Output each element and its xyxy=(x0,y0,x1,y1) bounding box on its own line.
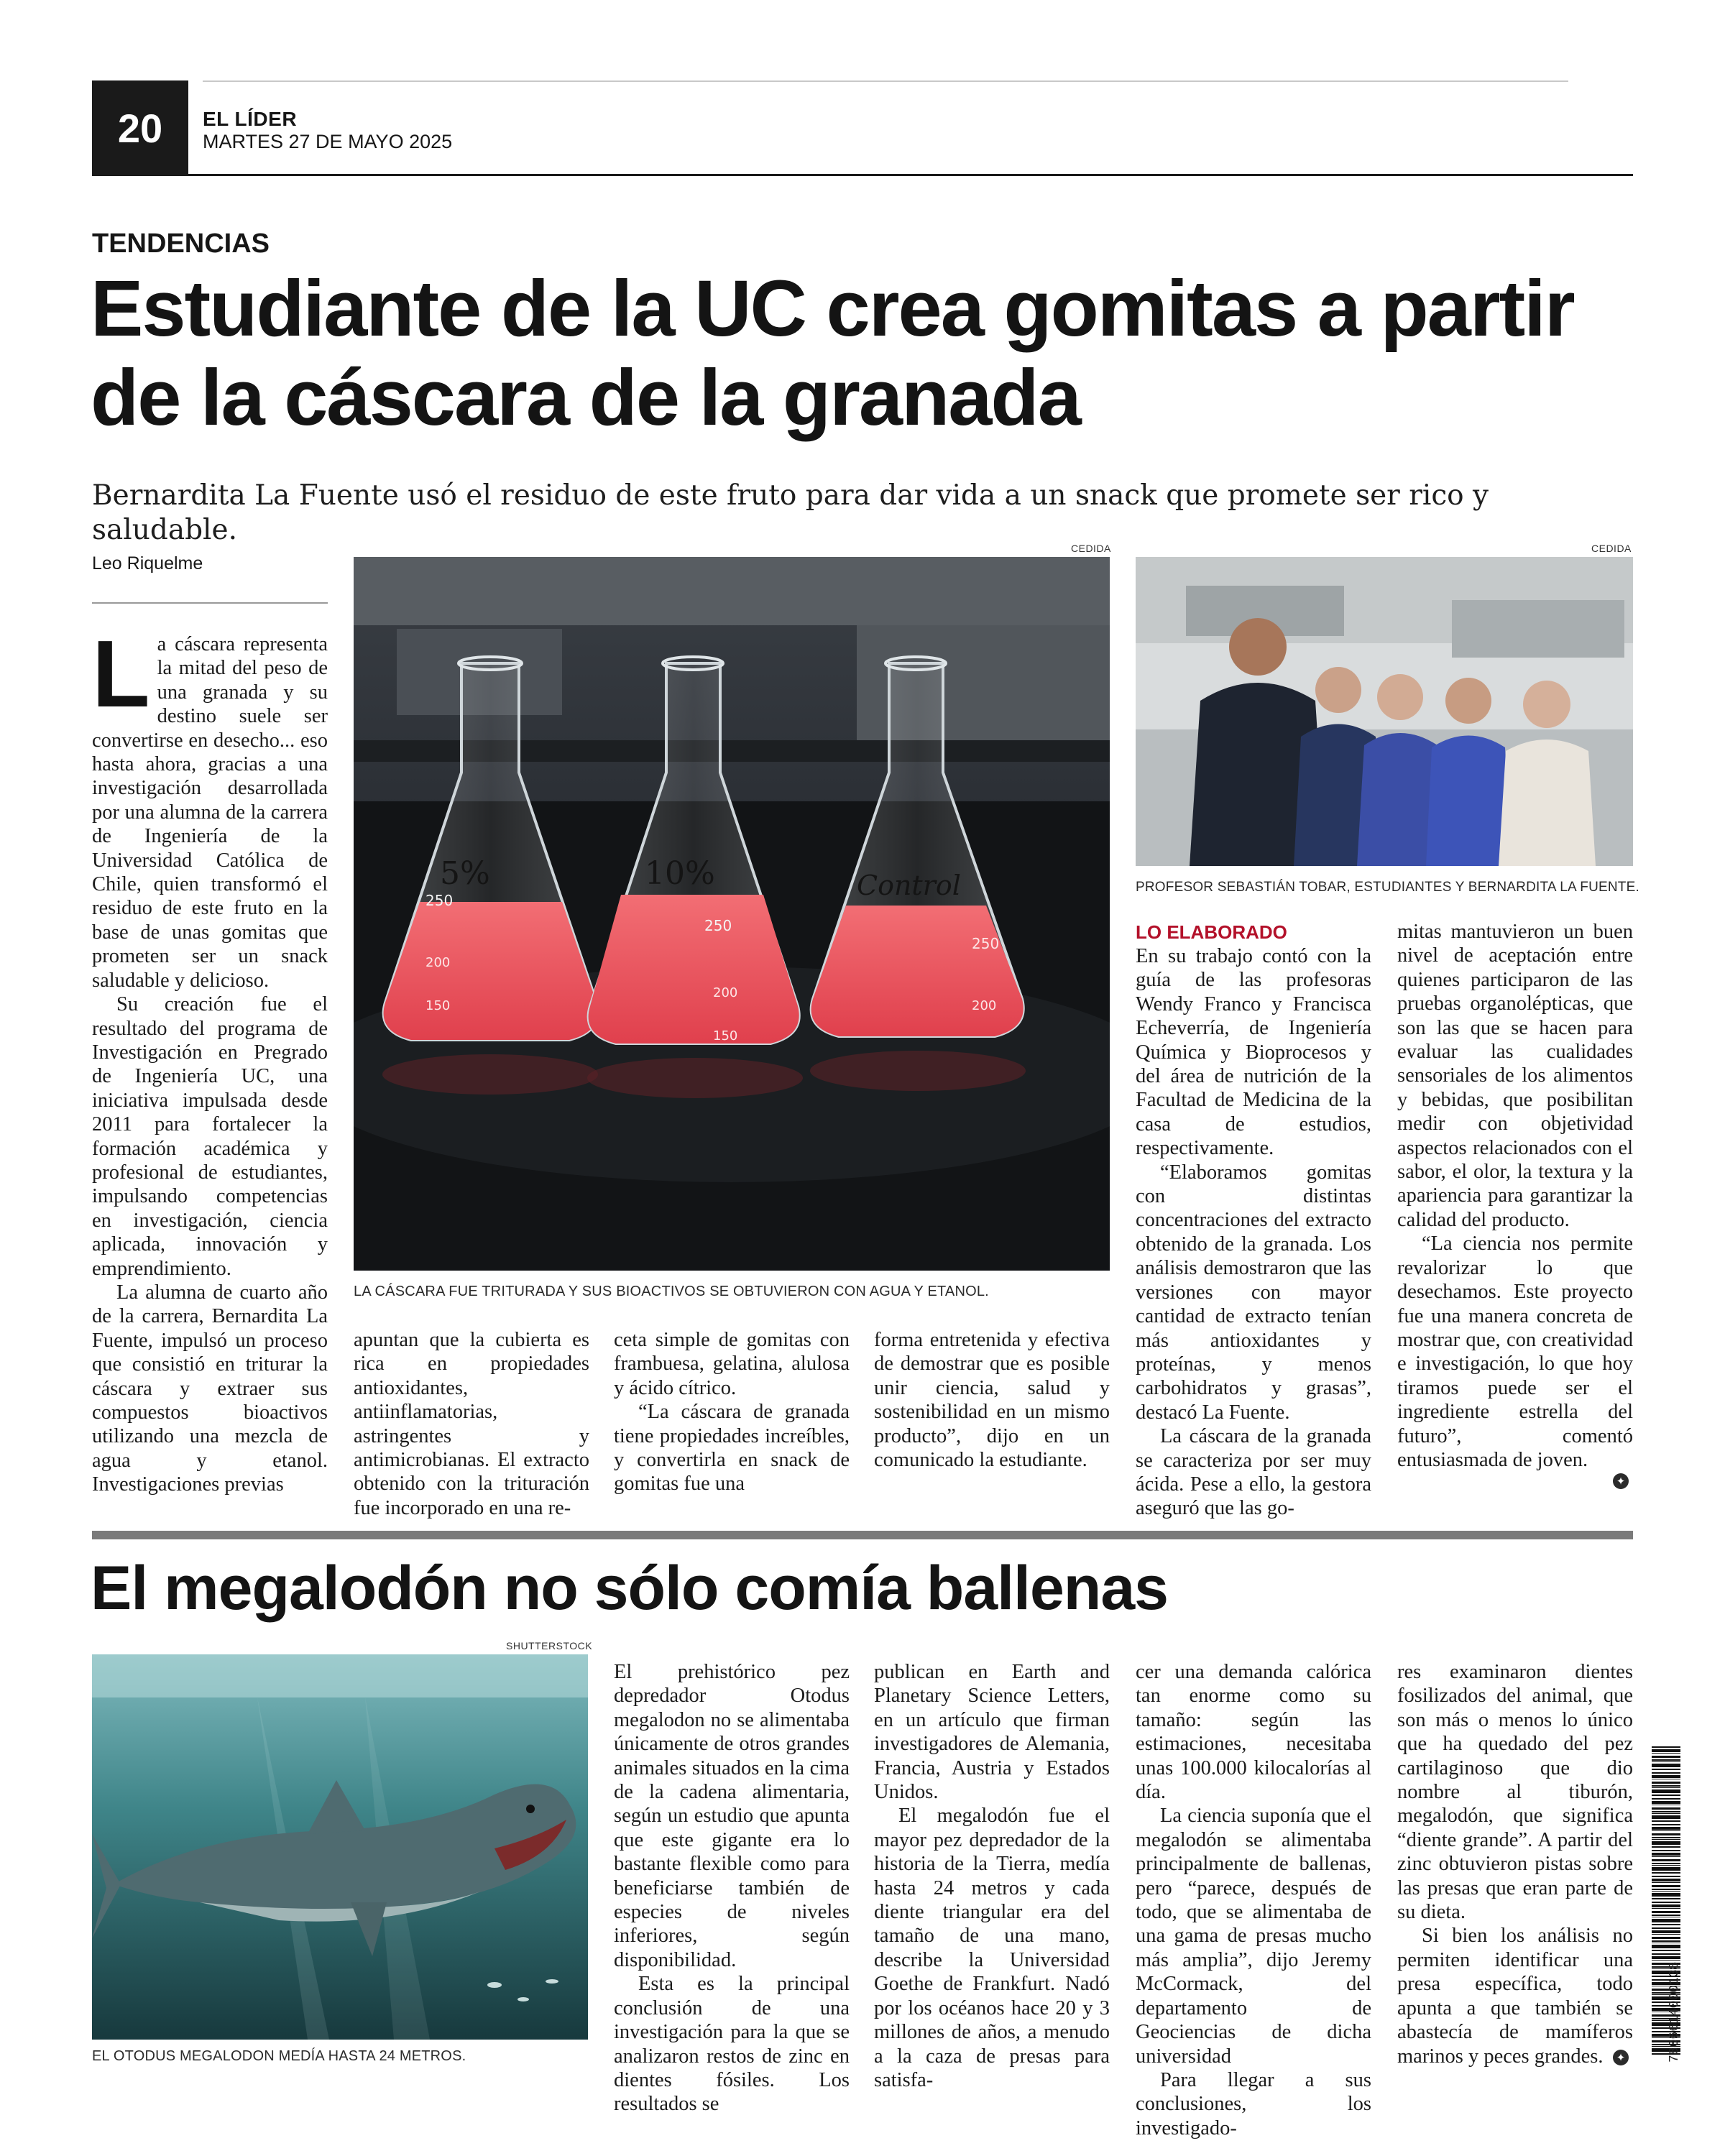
barcode-bar xyxy=(1652,1879,1680,1881)
barcode-bar xyxy=(1652,1867,1680,1871)
story2-col3 xyxy=(1136,1660,1371,2140)
barcode-bar xyxy=(1652,1753,1680,1754)
svg-text:150: 150 xyxy=(426,998,451,1013)
story2-headline: El megalodón no sólo comía ballenas xyxy=(91,1554,1168,1623)
barcode-bar xyxy=(1652,1761,1680,1762)
barcode-bar xyxy=(1652,1775,1680,1778)
photo2-credit: CEDIDA xyxy=(1591,543,1632,554)
barcode-bar xyxy=(1652,1772,1680,1774)
svg-text:250: 250 xyxy=(972,935,1000,952)
story2-col3-p2: La ciencia suponía que el megalodón se alimentaba principalmente de ballenas, pero “parece, después de todo, que se alimentaba de una gama de presas mucho más amplia”, dijo Jeremy McCormack, del departamento de Geociencias de dicha universidad xyxy=(1136,1805,1371,2068)
story1-col6 xyxy=(1397,920,1633,1472)
story1-col3 xyxy=(614,1328,850,1496)
svg-text:200: 200 xyxy=(426,955,451,970)
barcode-bar xyxy=(1652,1904,1680,1907)
story1-col1 xyxy=(92,621,328,1497)
barcode-bar xyxy=(1652,1856,1680,1857)
story2-col4 xyxy=(1397,1660,1633,2068)
barcode-bar xyxy=(1652,1915,1680,1916)
barcode-bar xyxy=(1652,1846,1680,1848)
story2-col3-p1: cer una demanda calórica tan enorme como su tamaño: según las estimaciones, necesitaba unas 100.000 kilocalorías al día. xyxy=(1136,1661,1371,1804)
story2-col2-p2: El megalodón fue el mayor pez depredador de la historia de la Tierra, medía hasta 24 metros y cada diente triangular era del tamaño de una mano, describe la Universidad Goethe de Frankfurt. Nadó por los océanos hace 20 y 3 millones de años, a menudo a la caza de presas para satisfa- xyxy=(874,1805,1110,2091)
svg-text:200: 200 xyxy=(713,985,738,1000)
barcode-bar xyxy=(1652,1824,1680,1825)
barcode-bar xyxy=(1652,1919,1680,1922)
section-kicker: TENDENCIAS xyxy=(92,229,270,259)
barcode-bar xyxy=(1652,1746,1680,1748)
barcode-bar xyxy=(1652,1945,1680,1948)
flasks-photo xyxy=(354,557,1110,1271)
story1-col5-p2: “Elaboramos gomitas con distintas concentraciones del extracto obtenido de la granada. Los análisis demostraron que las versiones con mayor cantidad de extracto tenían más antioxidantes y proteínas, y menos carbohidratos y grasas”, destacó La Fuente. xyxy=(1136,1161,1371,1424)
svg-text:150: 150 xyxy=(713,1028,738,1044)
megalodon-illustration xyxy=(92,1654,588,2040)
story2-col1-p2: Esta es la principal conclusión de una investigación para la que se analizaron restos de zinc en dientes fósiles. Los resultados se xyxy=(614,1973,850,2116)
barcode-bar xyxy=(1652,1940,1680,1942)
story1-col5-p1: En su trabajo contó con la guía de las profesoras Wendy Franco y Francisca Echeverría, de Ingeniería Química y Bioprocesos y del área de nutrición de la Facultad de Medicina de la casa de estudios, respectivamente. xyxy=(1136,945,1371,1160)
barcode-bar xyxy=(1652,1930,1680,1933)
story2-col2 xyxy=(874,1660,1110,2092)
page-number: 20 xyxy=(92,80,188,175)
svg-text:250: 250 xyxy=(426,892,454,909)
barcode-bar xyxy=(1652,1872,1680,1874)
story2-col2-p1: publican en Earth and Planetary Science Letters, en un artículo que firman investigadores de Alemania, Francia, Austria y Estados Unidos. xyxy=(874,1661,1110,1804)
barcode-bar xyxy=(1652,1813,1680,1814)
dropcap: L xyxy=(92,621,150,727)
barcode-bar xyxy=(1652,1902,1680,1903)
barcode-bar xyxy=(1652,1885,1680,1887)
barcode-bar xyxy=(1652,1960,1680,1961)
barcode-bar xyxy=(1652,1782,1680,1784)
photo3-caption: EL OTODUS MEGALODON MEDÍA HASTA 24 METROS. xyxy=(92,2048,466,2064)
barcode-bar xyxy=(1652,1749,1680,1752)
story1-col5 xyxy=(1136,920,1371,1521)
barcode-bar xyxy=(1652,1956,1680,1959)
byline: Leo Riquelme xyxy=(92,553,203,573)
barcode-bar xyxy=(1652,1953,1680,1955)
barcode-bar xyxy=(1652,1827,1680,1830)
barcode-bar xyxy=(1652,1863,1680,1864)
barcode-bar xyxy=(1652,1908,1680,1909)
story2-end-mark-icon: ✦ xyxy=(1613,2050,1629,2065)
story1-col4 xyxy=(874,1328,1110,1472)
group-illustration xyxy=(1136,557,1633,866)
flask-label-5: 5% xyxy=(440,855,490,892)
megalodon-photo xyxy=(92,1654,588,2040)
story2-col4-p2: Si bien los análisis no permiten identificar una presa específica, todo apunta a que también se abastecía de mamíferos marinos y peces grandes. xyxy=(1397,1925,1633,2068)
barcode-bar xyxy=(1652,1865,1680,1866)
barcode-bar xyxy=(1652,1891,1680,1892)
barcode-bar xyxy=(1652,1801,1680,1804)
story2-col1-p1: El prehistórico pez depredador Otodus megalodon no se alimentaba únicamente de otros grandes animales situados en la cima de la cadena alimentaria, según un estudio que apunta que este gigante era lo bastante flexible como para beneficiarse también de especies de niveles inferiores, según disponibilidad. xyxy=(614,1661,850,1971)
story1-col2 xyxy=(354,1328,589,1520)
story-divider xyxy=(92,1531,1633,1539)
barcode-bar xyxy=(1652,1859,1680,1861)
story1-col1-p2: Su creación fue el resultado del programa de Investigación en Pregrado de Ingeniería UC, una iniciativa impulsada desde 2011 para fortalecer la formación académica y profesional de estudiantes, impulsando competencias en investigación, ciencia aplicada, innovación y emprendimiento. xyxy=(92,993,328,1280)
story1-col6-p2: “La ciencia nos permite revalorizar lo que desechamos. Este proyecto fue una manera concreta de mostrar que, con creatividad e investigación, lo que hoy tiramos puede ser el ingrediente estrella del futuro”, comentó entusiasmada de joven. xyxy=(1397,1233,1633,1471)
flask-label-control: Control xyxy=(857,870,961,901)
barcode-bar xyxy=(1652,1850,1680,1851)
barcode-bar xyxy=(1652,1882,1680,1883)
barcode-bar xyxy=(1652,1927,1680,1929)
barcode-bar xyxy=(1652,1876,1680,1877)
section-head-lo-elaborado: LO ELABORADO xyxy=(1136,921,1287,943)
barcode-bar xyxy=(1652,1837,1680,1838)
story1-col2-p1: apuntan que la cubierta es rica en propiedades antioxidantes, antiinflamatorias, astringentes y antimicrobianas. El extracto obtenido con la trituración fue incorporado en una re- xyxy=(354,1329,589,1519)
story1-col1-p3: La alumna de cuarto año de la carrera, Bernardita La Fuente, impulsó un proceso que consistió en triturar la cáscara y extraer sus compuestos bioactivos utilizando una mezcla de agua y etanol. Investigaciones previas xyxy=(92,1281,328,1496)
barcode-bar xyxy=(1652,1798,1680,1800)
barcode-bar xyxy=(1652,1924,1680,1925)
byline-rule xyxy=(92,602,328,604)
barcode-bar xyxy=(1652,1756,1680,1758)
group-photo xyxy=(1136,557,1633,866)
flasks-illustration xyxy=(354,557,1110,1271)
story1-col6-p1: mitas mantuvieron un buen nivel de aceptación entre quienes participaron de las pruebas organolépticas, que son las que se hacen para evaluar las cualidades sensoriales de los alimentos y bebidas, que posibilitan medir con objetividad aspectos relacionados con el sabor, el olor, la textura y la apariencia para garantizar la calidad del producto. xyxy=(1397,921,1633,1231)
barcode-bar xyxy=(1652,1841,1680,1845)
barcode-bar xyxy=(1652,1789,1680,1793)
story1-col3-p2: “La cáscara de granada tiene propiedades increíbles, y convertirla en snack de gomitas fue una xyxy=(614,1401,850,1496)
barcode-bar xyxy=(1652,1787,1680,1788)
story1-col5-p3: La cáscara de la granada se caracteriza por ser muy ácida. Pese a ello, la gestora aseguró que las go- xyxy=(1136,1425,1371,1520)
story1-col3-p1: ceta simple de gomitas con frambuesa, gelatina, alulosa y ácido cítrico. xyxy=(614,1329,850,1399)
barcode-bar xyxy=(1652,1833,1680,1835)
barcode-bar xyxy=(1652,1934,1680,1935)
story1-subhead: Bernardita La Fuente usó el residuo de este fruto para dar vida a un snack que promete ser rico y saludable. xyxy=(92,479,1489,546)
svg-text:200: 200 xyxy=(972,998,997,1013)
barcode-bar xyxy=(1652,1839,1680,1840)
svg-text:250: 250 xyxy=(704,917,732,934)
barcode-bar xyxy=(1652,1937,1680,1939)
barcode-bar xyxy=(1652,1820,1680,1822)
barcode-bar xyxy=(1652,1785,1680,1787)
barcode-bar xyxy=(1652,1911,1680,1913)
story1-col1-p1: a cáscara representa la mitad del peso de una granada y su destino suele ser convertirse en desecho... eso hasta ahora, gracias a una investigación desarrollada por una alumna de la carrera de Ingeniería de la Universidad Católica de Chile, quien transformó el residuo de este fruto en la base de unas gomitas que prometen ser un snack saludable y delicioso. xyxy=(92,633,328,992)
barcode-bar xyxy=(1652,1795,1680,1796)
photo1-caption: LA CÁSCARA FUE TRITURADA Y SUS BIOACTIVOS SE OBTUVIERON CON AGUA Y ETANOL. xyxy=(354,1284,989,1299)
story1-headline: Estudiante de la UC crea gomitas a partir de la cáscara de la granada xyxy=(91,264,1574,442)
newspaper-name: EL LÍDER xyxy=(203,108,298,130)
photo2-caption: PROFESOR SEBASTIÁN TOBAR, ESTUDIANTES Y BERNARDITA LA FUENTE. xyxy=(1136,880,1639,895)
barcode-bar xyxy=(1652,1764,1680,1767)
barcode-number: 7806614000138 xyxy=(1668,1961,1682,2063)
barcode-bar xyxy=(1652,1807,1680,1810)
story1-col4-p1: forma entretenida y efectiva de demostrar que es posible unir ciencia, salud y sostenibilidad en un mismo producto”, dijo en un comunicado la estudiante. xyxy=(874,1329,1110,1472)
story1-end-mark-icon: ✦ xyxy=(1613,1473,1629,1489)
barcode-bar xyxy=(1652,1950,1680,1951)
photo3-credit: SHUTTERSTOCK xyxy=(506,1640,593,1651)
barcode-bar xyxy=(1652,1853,1680,1856)
barcode-bar xyxy=(1652,1893,1680,1897)
issue-date: MARTES 27 DE MAYO 2025 xyxy=(203,131,453,152)
photo1-credit: CEDIDA xyxy=(1071,543,1111,554)
header-thin-rule xyxy=(203,80,1568,82)
barcode-bar xyxy=(1652,1898,1680,1899)
header-rule xyxy=(92,174,1633,176)
story2-col4-p1: res examinaron dientes fosilizados del animal, que son más o menos lo único que ha quedado del pez cartilaginoso que dio nombre al tiburón, megalodón, que significa “diente grande”. A partir del zinc obtuvieron pistas sobre las presas que eran parte de su dieta. xyxy=(1397,1661,1633,1924)
barcode-bar xyxy=(1652,1769,1680,1770)
story2-col1 xyxy=(614,1660,850,2116)
barcode-bar xyxy=(1652,1759,1680,1761)
barcode-bar xyxy=(1652,1811,1680,1812)
story2-col3-p3: Para llegar a sus conclusiones, los investigado- xyxy=(1136,2068,1371,2139)
barcode-bar xyxy=(1652,1830,1680,1831)
barcode-bar xyxy=(1652,1889,1680,1890)
barcode-bar xyxy=(1652,1815,1680,1819)
flask-label-10: 10% xyxy=(645,855,715,892)
